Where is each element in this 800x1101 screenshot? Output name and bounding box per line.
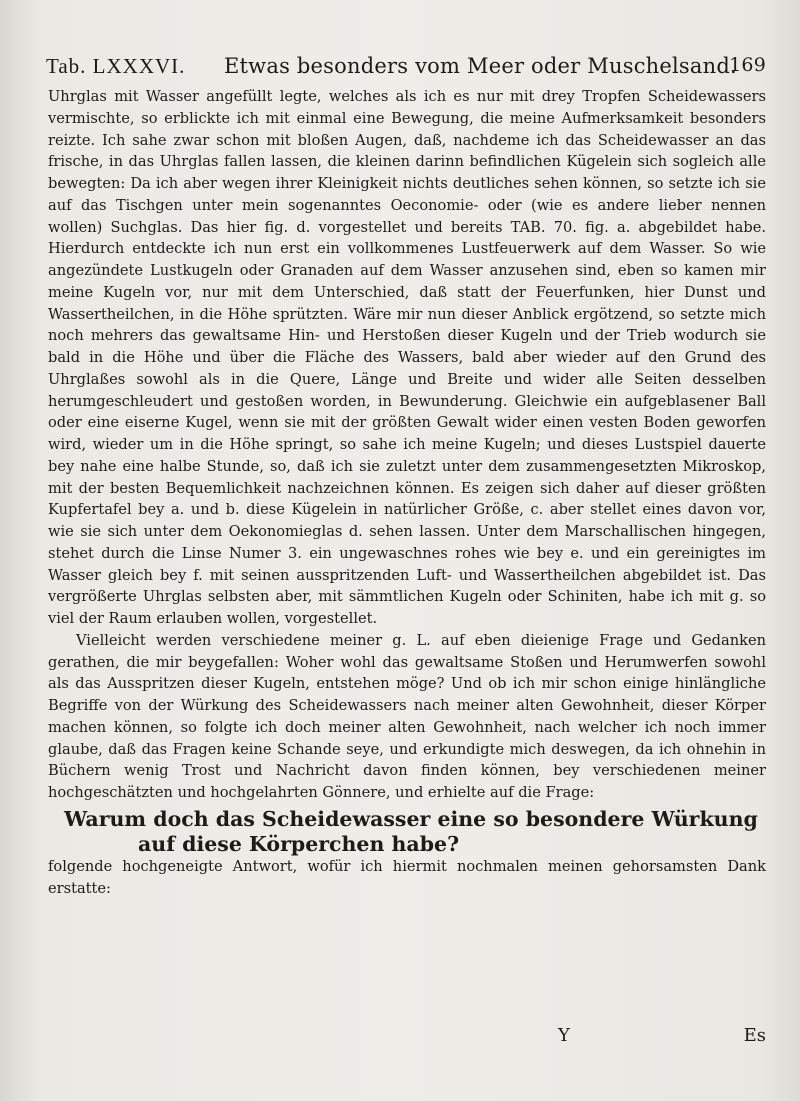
- page-footer: [46, 1025, 766, 1055]
- paragraph-2: Vielleicht werden verschiedene meiner g. L. auf eben dieienige Frage und Gedanken gerathen, die mir beygefallen: Woher wohl das gewaltsame Stoßen und Herumwerfen sowohl als das Ausspritzen dieser Kugeln, entstehen möge? Und ob ich mir schon einige hinlängliche Begriffe von der Würkung des Scheidewassers nach meiner alten Gewohnheit, dieser Körper machen können, so folgte ich doch meiner alten Gewohnheit, nach welcher ich noch immer glaube, daß das Fragen keine Schande seye, und erkundigte mich deswegen, da ich ohnehin in Büchern wenig Trost und Nachricht davon finden können, bey verschiedenen meiner hochgeschätzten und hochgelahrten Gönnere, und erhielte auf die Frage:: [48, 631, 766, 801]
- question-headline: Warum doch das Scheidewasser eine so besondere Würkung: [64, 806, 758, 831]
- catchword: Es: [743, 1025, 766, 1046]
- closing-paragraph: folgende hochgeneigte Antwort, wofür ich hiermit nochmalen meinen gehorsamsten Dank erstatte:: [48, 857, 766, 897]
- signature-mark: Y: [558, 1025, 570, 1046]
- page-number: 169: [729, 54, 766, 76]
- running-header: [46, 54, 766, 84]
- paragraph-1: Uhrglas mit Wasser angefüllt legte, welches als ich es nur mit drey Tropfen Scheidewassers vermischte, so erblickte ich mit einmal eine Bewegung, die meine Aufmerksamkeit besonders reizte. Ich sahe zwar schon mit bloßen Augen, daß, nachdeme ich das Scheidewasser an das frische, in das Uhrglas fallen lassen, die kleinen darinn befindlichen Kügelein sich sogleich alle bewegten: Da ich aber wegen ihrer Kleinigkeit nichts deutliches sehen können, so setzte ich sie auf das Tischgen unter mein sogenanntes Oeconomie- oder (wie es andere lieber nennen wollen) Suchglas. Das hier fig. d. vorgestellet und bereits TAB. 70. fig. a. abgebildet habe. Hierdurch entdeckte ich nun erst ein vollkommenes Lustfeuerwerk auf dem Wasser. So wie angezündete Lustkugeln oder Granaden auf dem Wasser anzusehen sind, eben so kamen mir meine Kugeln vor, nur mit dem Unterschied, daß statt der Feuerfunken, hier Dunst und Wassertheilchen, in die Höhe sprützten. Wäre mir nun dieser Anblick ergötzend, so setzte mich noch mehrers das gewaltsame Hin- und Herstoßen dieser Kugeln und der Trieb wodurch sie bald in die Höhe und über die Fläche des Wassers, bald aber wieder auf den Grund des Uhrglaßes sowohl als in die Quere, Länge und Breite und wider alle Seiten desselben herumgeschleudert und gestoßen worden, in Bewunderung. Gleichwie ein aufgeblasener Ball oder eine eiserne Kugel, wenn sie mit der größten Gewalt wider einen vesten Boden geworfen wird, wieder um in die Höhe springt, so sahe ich meine Kugeln; und dieses Lustspiel dauerte bey nahe eine halbe Stunde, so, daß ich sie zuletzt unter dem zusammengesetzten Mikroskop, mit der besten Bequemlichkeit nachzeichnen können. Es zeigen sich daher auf dieser größten Kupfertafel bey a. und b. diese Kügelein in natürlicher Größe, c. aber stellet eines davon vor, wie sie sich unter dem Oekonomieglas d. sehen lassen. Unter dem Marschallischen hingegen, stehet durch die Linse Numer 3. ein ungewaschnes rohes wie bey e. und ein gereinigtes im Wasser gleich bey f. mit seinen ausspritzenden Luft- und Wassertheilchen abgebildet ist. Das vergrößerte Uhrglas selbsten aber, mit sämmtlichen Kugeln oder Schiniten, habe ich mit g. so viel der Raum erlauben wollen, vorgestellet.: [48, 88, 766, 627]
- running-title: Etwas besonders vom Meer oder Muschelsand.: [224, 54, 737, 78]
- page-body: [48, 86, 766, 899]
- question-headline-continued: auf diese Körperchen habe?: [138, 831, 460, 856]
- plate-number: Tab. LXXXVI.: [46, 54, 186, 78]
